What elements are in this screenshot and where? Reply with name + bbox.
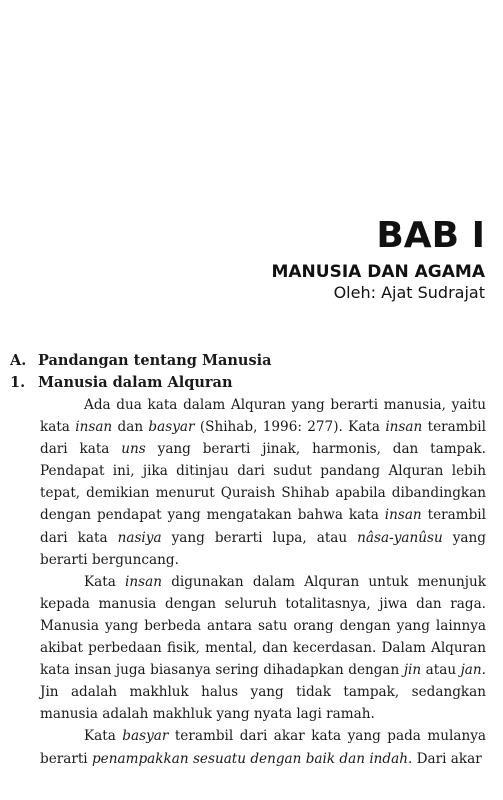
text-run: digunakan dalam Alquran untuk menunjuk kepada manusia dengan seluruh totalitasnya, jiwa dan raga. Manusia yang berbeda antara satu orang dengan yang lainnya akibat perbedaan fisik, mental, dan kecerdasan. Dalam Alquran kata insan juga biasanya sering dihadapkan dengan: [40, 573, 486, 679]
italic-term: jan.: [460, 662, 486, 679]
text-run: dan: [112, 419, 149, 436]
text-run: Jin adalah makhluk halus yang tidak tampak, sedangkan manusia adalah makhluk yang nyata lagi ramah.: [40, 684, 486, 723]
text-run: yang berarti lupa, atau: [161, 529, 358, 546]
italic-term: basyar: [122, 728, 169, 745]
italic-term: insan: [125, 573, 162, 590]
italic-term: jin: [403, 662, 422, 679]
chapter-author: Oleh: Ajat Sudrajat: [333, 283, 485, 302]
paragraph-1: [40, 394, 486, 571]
italic-term: penampakkan sesuatu dengan baik dan indah.: [91, 750, 413, 767]
section-title: Pandangan tentang Manusia: [38, 352, 272, 369]
section-number: A.: [10, 352, 27, 369]
text-run: Kata: [84, 573, 126, 590]
chapter-title: BAB I: [376, 215, 485, 256]
text-run: atau: [421, 662, 461, 679]
section-heading: [10, 350, 486, 372]
italic-term: uns: [121, 441, 146, 458]
text-run: yang berarti jinak, harmonis, dan tampak. Pendapat ini, jika ditinjau dari sudut pandang Alquran lebih tepat, demikian menurut Quraish Shihab apabila dibandingkan dengan pendapat yang mengatakan bahwa kata: [40, 441, 486, 524]
subsection-heading: [10, 372, 486, 394]
text-run: (Shihab, 1996: 277). Kata: [194, 419, 386, 436]
text-run: Ada dua kata dalam Alquran yang berarti manusia, yaitu kata: [40, 397, 486, 436]
italic-term: insan: [385, 419, 423, 436]
chapter-subtitle: MANUSIA DAN AGAMA: [271, 262, 485, 282]
subsection-title: Manusia dalam Alquran: [38, 374, 233, 391]
text-run: terambil dari kata: [40, 507, 486, 546]
chapter-header: [271, 216, 485, 303]
paragraph-3: [40, 725, 486, 769]
text-run: terambil dari akar kata yang pada mulanya berarti: [40, 728, 486, 767]
paragraph-2: [40, 571, 486, 726]
page-content: [10, 350, 486, 770]
italic-term: basyar: [148, 419, 195, 436]
subsection-number: 1.: [10, 374, 26, 391]
italic-term: nasiya: [117, 529, 162, 546]
italic-term: nâsa-yanûsu: [357, 529, 443, 546]
italic-term: insan: [384, 507, 422, 524]
text-run: terambil dari kata: [40, 419, 487, 458]
text-run: Kata: [84, 728, 123, 745]
text-run: Dari akar: [412, 750, 482, 767]
italic-term: insan: [75, 419, 113, 436]
text-run: yang berarti berguncang.: [40, 529, 486, 568]
